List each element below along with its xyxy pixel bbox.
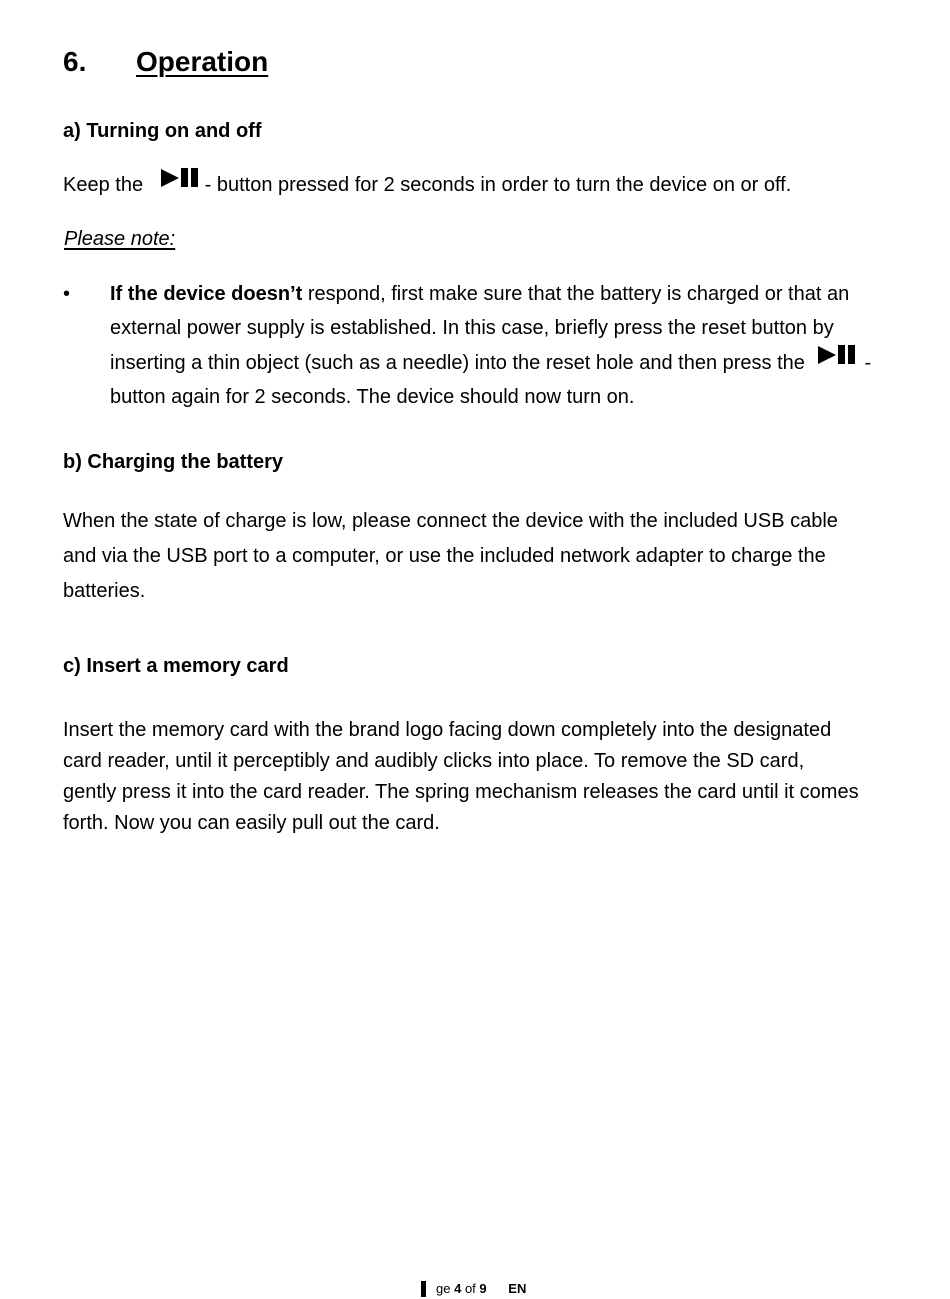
play-pause-icon xyxy=(818,345,860,365)
heading-turning-on-off: a) Turning on and off xyxy=(63,120,262,142)
bullet-line-3 xyxy=(110,350,871,376)
paragraph-keep-button xyxy=(63,172,791,198)
section-title xyxy=(63,44,268,80)
memory-line: Insert the memory card with the brand logo facing down completely into the designated xyxy=(63,719,832,741)
footer-page-current: 4 xyxy=(454,1281,462,1296)
charging-line: When the state of charge is low, please connect the device with the included USB cable xyxy=(63,510,838,532)
memory-line: forth. Now you can easily pull out the card. xyxy=(63,812,440,834)
note-label: Please note: xyxy=(64,228,176,250)
bullet-line-2: external power supply is established. In this case, briefly press the reset button by xyxy=(110,317,834,339)
charging-line: batteries. xyxy=(63,580,146,602)
bullet-line-1-rest: respond, first make sure that the battery is charged or that an xyxy=(302,283,850,305)
section-number: 6. xyxy=(63,46,87,77)
memory-line: gently press it into the card reader. The spring mechanism releases the card until it comes xyxy=(63,781,859,803)
footer-mark xyxy=(421,1281,426,1297)
bullet-line-3-text: inserting a thin object (such as a needle) into the reset hole and then press the xyxy=(110,352,805,374)
bullet-symbol: • xyxy=(63,283,71,305)
keep-text-after: - button pressed for 2 seconds in order to turn the device on or off. xyxy=(204,174,792,196)
bullet-line-3-dash: - xyxy=(864,352,872,374)
page-footer xyxy=(421,1280,526,1298)
memory-line: card reader, until it perceptibly and audibly clicks into place. To remove the SD card, xyxy=(63,750,805,772)
keep-text-before: Keep the xyxy=(63,174,144,196)
bullet-line-1 xyxy=(110,281,849,307)
play-pause-icon xyxy=(161,168,203,188)
section-name: Operation xyxy=(136,46,269,77)
footer-page-of: of xyxy=(464,1281,476,1296)
heading-charging: b) Charging the battery xyxy=(63,451,284,473)
bullet-bold-text: If the device doesn’t xyxy=(110,283,303,305)
bullet-line-4: button again for 2 seconds. The device should now turn on. xyxy=(110,386,635,408)
footer-page-prefix: ge xyxy=(436,1281,451,1296)
charging-line: and via the USB port to a computer, or use the included network adapter to charge the xyxy=(63,545,826,567)
footer-language: EN xyxy=(508,1281,527,1296)
footer-page-total: 9 xyxy=(479,1281,487,1296)
heading-memory-card: c) Insert a memory card xyxy=(63,655,289,677)
